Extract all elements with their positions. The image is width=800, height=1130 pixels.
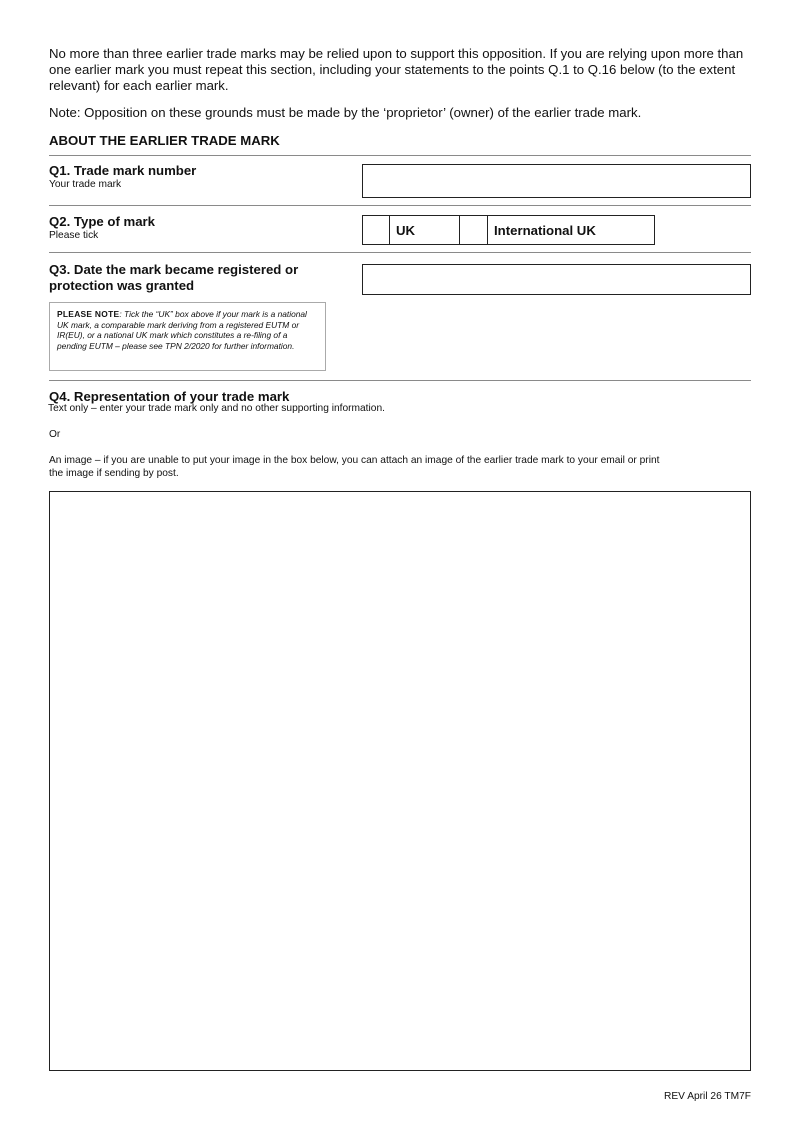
international-uk-checkbox[interactable] bbox=[460, 216, 488, 244]
q4-image-instruction-line2: the image if sending by post. bbox=[49, 468, 179, 479]
mark-type-options bbox=[362, 215, 655, 245]
q2-label-group bbox=[49, 214, 155, 242]
please-note-body: : Tick the “UK” box above if your mark is a national UK mark, a comparable mark deriving from a registered EUTM or IR(EU), or a national UK mark which constitutes a re-filing of a pending EUTM – please see TPN 2/2020 for further information. bbox=[57, 309, 307, 351]
q1-label-group bbox=[49, 163, 196, 191]
international-uk-option-label: International UK bbox=[494, 222, 596, 238]
divider bbox=[49, 155, 751, 156]
q4-or: Or bbox=[49, 429, 61, 440]
divider bbox=[49, 205, 751, 206]
trade-mark-number-field[interactable] bbox=[362, 164, 751, 198]
uk-checkbox[interactable] bbox=[363, 216, 390, 244]
uk-option-label: UK bbox=[390, 216, 460, 244]
q1-label: Q1. Trade mark number bbox=[49, 163, 197, 178]
q1-sublabel: Your trade mark bbox=[49, 179, 122, 190]
please-note-title: PLEASE NOTE bbox=[57, 309, 120, 319]
q2-label: Q2. Type of mark bbox=[49, 214, 156, 229]
please-note-box bbox=[49, 302, 326, 371]
divider bbox=[49, 252, 751, 253]
q4-text-only-instruction: Text only – enter your trade mark only and no other supporting information. bbox=[48, 403, 385, 414]
proprietor-note: Note: Opposition on these grounds must be made by the ‘proprietor’ (owner) of the earlier trade mark. bbox=[49, 105, 642, 120]
divider bbox=[49, 380, 751, 381]
q4-image-instruction-line1: An image – if you are unable to put your image in the box below, you can attach an image of the earlier trade mark to your email or print bbox=[49, 455, 660, 466]
q3-label-line1: Q3. Date the mark became registered or bbox=[49, 262, 299, 277]
registration-date-field[interactable] bbox=[362, 264, 751, 295]
q3-label-group bbox=[49, 262, 298, 294]
q4-label: Q4. Representation of your trade mark bbox=[49, 389, 290, 404]
revision-footer: REV April 26 TM7F bbox=[663, 1091, 751, 1102]
q3-label-line2: protection was granted bbox=[49, 278, 195, 293]
trade-mark-representation-field[interactable] bbox=[49, 491, 751, 1071]
section-heading: ABOUT THE EARLIER TRADE MARK bbox=[49, 133, 280, 148]
q2-sublabel: Please tick bbox=[49, 230, 99, 241]
intro-paragraph: No more than three earlier trade marks may be relied upon to support this opposition. If you are relying upon more than one earlier mark you must repeat this section, including your statements to the points Q.1 to Q.16 below (to the extent relevant) for each earlier mark. bbox=[49, 46, 744, 93]
